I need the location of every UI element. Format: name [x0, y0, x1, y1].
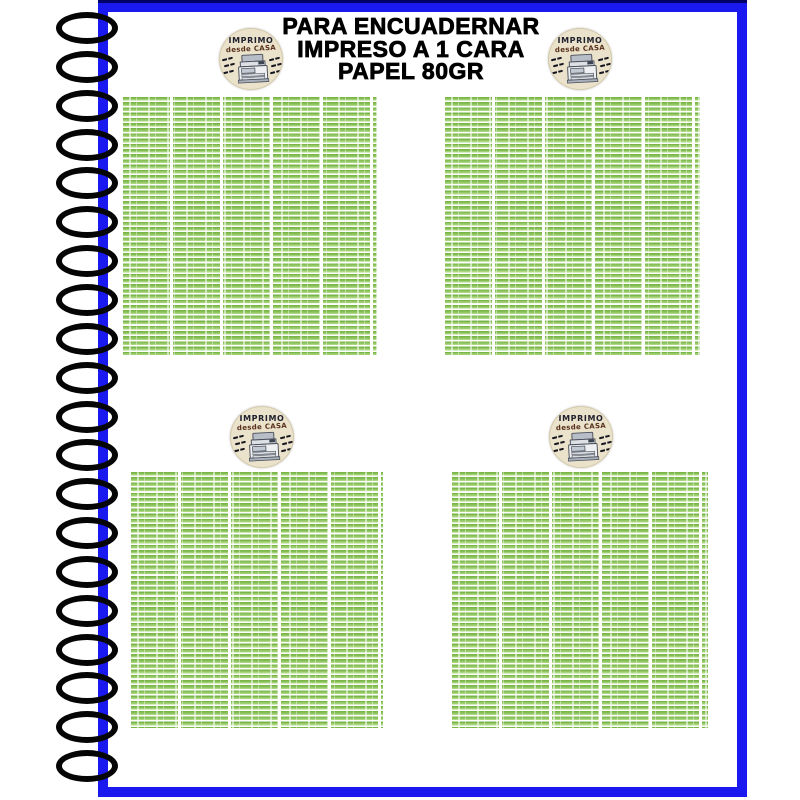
- badge-text-desde-casa: desde CASA: [554, 43, 606, 55]
- badge-text-imprimo: IMPRIMO: [558, 414, 604, 423]
- spiral-binding-ring: [56, 517, 118, 549]
- spiral-binding-ring: [56, 478, 118, 510]
- product-title: [276, 15, 546, 83]
- spiral-binding-ring: [56, 167, 118, 199]
- spiral-binding-ring: [56, 556, 118, 588]
- imprimo-desde-casa-badge-mid-left: [230, 406, 294, 468]
- badge-text-desde-casa: desde CASA: [236, 421, 288, 433]
- product-title-line-3: PAPEL 80GR: [337, 58, 485, 84]
- badge-text-desde-casa: desde CASA: [555, 421, 607, 433]
- product-title-line-2: IMPRESO A 1 CARA: [297, 35, 525, 62]
- pattern-sheet-bottom-right: [452, 472, 708, 728]
- printer-icon: [244, 430, 284, 466]
- spiral-binding-ring: [56, 129, 118, 161]
- imprimo-desde-casa-badge-top-left: [219, 28, 283, 90]
- imprimo-desde-casa-badge-mid-right: [549, 406, 613, 468]
- spiral-binding-ring: [56, 323, 118, 355]
- frame-top-dark-edge: [98, 0, 747, 3]
- imprimo-desde-casa-badge-top-right: [548, 28, 612, 90]
- spiral-binding-ring: [56, 634, 118, 666]
- pattern-sheet-top-left: [123, 97, 377, 355]
- printer-icon: [233, 52, 273, 88]
- spiral-binding-ring: [56, 362, 118, 394]
- pattern-sheet-bottom-left: [131, 472, 383, 728]
- printer-icon: [562, 52, 602, 88]
- badge-text-imprimo: IMPRIMO: [557, 36, 603, 45]
- spiral-binding-ring: [56, 672, 118, 704]
- badge-text-imprimo: IMPRIMO: [239, 414, 285, 423]
- badge-text-imprimo: IMPRIMO: [228, 36, 274, 45]
- product-title-line-1: PARA ENCUADERNAR: [282, 13, 540, 39]
- spiral-binding-ring: [56, 12, 118, 44]
- spiral-binding: [0, 0, 130, 800]
- spiral-binding-ring: [56, 284, 118, 316]
- spiral-binding-ring: [56, 51, 118, 83]
- spiral-binding-ring: [56, 401, 118, 433]
- spiral-binding-ring: [56, 90, 118, 122]
- spiral-binding-ring: [56, 439, 118, 471]
- spiral-binding-ring: [56, 595, 118, 627]
- spiral-binding-ring: [56, 711, 118, 743]
- pattern-sheet-top-right: [445, 97, 700, 355]
- spiral-binding-ring: [56, 750, 118, 782]
- badge-text-desde-casa: desde CASA: [225, 43, 277, 55]
- spiral-binding-ring: [56, 206, 118, 238]
- spiral-binding-ring: [56, 245, 118, 277]
- printer-icon: [563, 430, 603, 466]
